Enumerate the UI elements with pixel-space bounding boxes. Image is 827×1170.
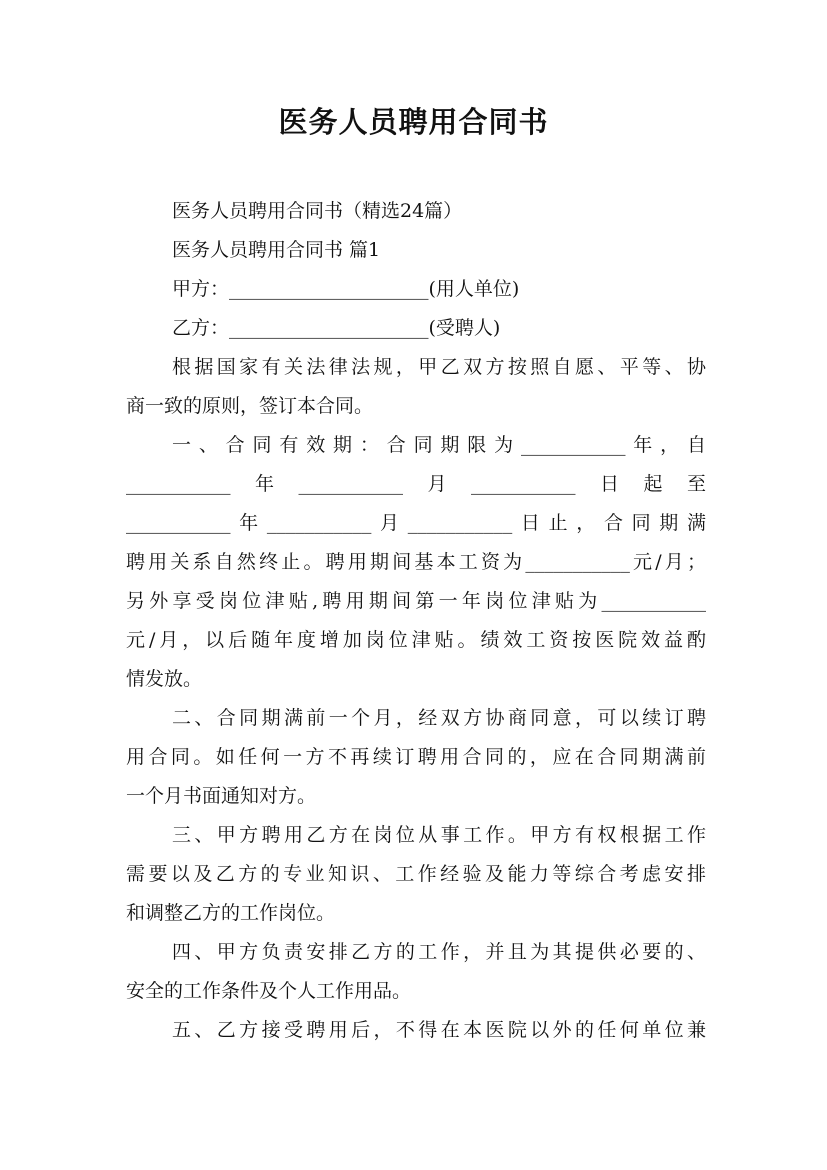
clause-1-line: 元/月，以后随年度增加岗位津贴。绩效工资按医院效益酌	[126, 629, 706, 651]
document-title: 医务人员聘用合同书	[278, 105, 549, 139]
clause-4-line: 安全的工作条件及个人工作用品。	[126, 980, 412, 1002]
clause-2-line: 二、合同期满前一个月，经双方协商同意，可以续订聘	[172, 707, 706, 729]
clause-3-line: 和调整乙方的工作岗位。	[126, 902, 336, 924]
clause-1-line: ___________年___________月___________日止，合同期满	[126, 512, 706, 534]
clause-2-line: 用合同。如任何一方不再续订聘用合同的，应在合同期满前	[126, 746, 706, 768]
party-b-line: 乙方：_____________________(受聘人)	[172, 317, 501, 339]
clause-1-line: ___________年___________月___________日起至	[126, 473, 706, 495]
clause-3-line: 三、甲方聘用乙方在岗位从事工作。甲方有权根据工作	[172, 824, 706, 846]
party-a-line: 甲方：_____________________(用人单位)	[172, 278, 520, 300]
clause-2-line: 一个月书面通知对方。	[126, 785, 317, 807]
subtitle-line: 医务人员聘用合同书（精选24篇）	[172, 200, 463, 222]
clause-3-line: 需要以及乙方的专业知识、工作经验及能力等综合考虑安排	[126, 863, 706, 885]
paragraph-line: 根据国家有关法律法规，甲乙双方按照自愿、平等、协	[172, 356, 706, 378]
paragraph-line: 商一致的原则，签订本合同。	[126, 395, 374, 417]
section-heading: 医务人员聘用合同书 篇1	[172, 239, 381, 261]
clause-5-line: 五、乙方接受聘用后，不得在本医院以外的任何单位兼	[172, 1019, 706, 1041]
clause-1-line: 另外享受岗位津贴,聘用期间第一年岗位津贴为___________	[126, 590, 706, 612]
clause-1-line: 情发放。	[126, 668, 203, 690]
clause-1-line: 一、合同有效期：合同期限为___________年，自	[172, 434, 706, 456]
clause-4-line: 四、甲方负责安排乙方的工作，并且为其提供必要的、	[172, 941, 706, 963]
clause-1-line: 聘用关系自然终止。聘用期间基本工资为___________元/月；	[126, 551, 706, 573]
